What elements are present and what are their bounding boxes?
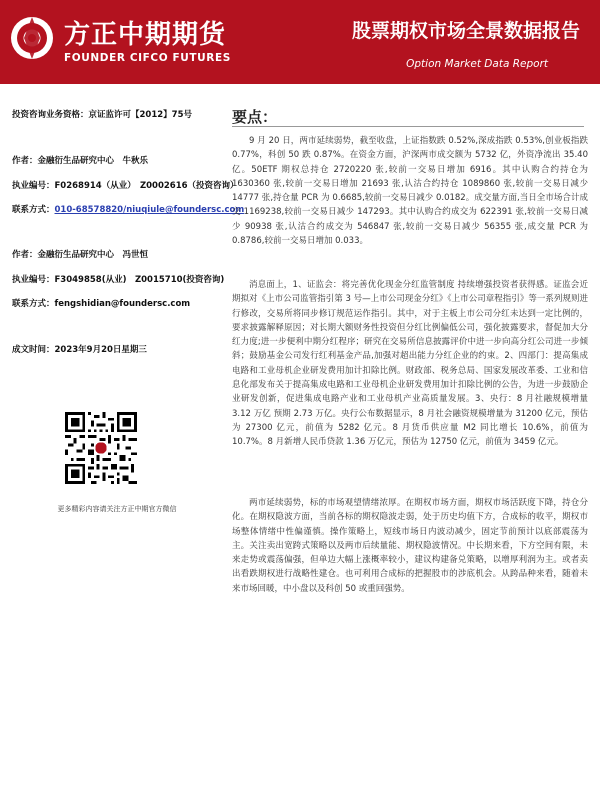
author2-contact: 联系方式：fengshidian@foundersc.com — [12, 299, 191, 309]
summary-paragraph-strategy: 两市延续弱势，标的市场观望情绪浓厚。在期权市场方面，期权市场活跃度下降，持仓分化。在期权隐波方面，当前各标的期权隐波走弱，处于历史均值下方，合成标的收平，期权市场整体情绪中性偏谨慎。操作策略上，短线市场日内波动减少，固定节前预计以底部震荡为主。关注卖出宽跨式策略以及两市后续量能、期权隐波情况。中长期来看，下方空间有限，未来走势或震荡偏强，但单边大幅上涨概率较小，建议构建备兑策略，以增厚利润为主。或者卖出看跌期权进行战略性建仓。也可利用合成标的把握股市的涉底机会。从跨品种来看，随着未来市场回暖，中小盘以及科创 50 或重回强势。 — [232, 498, 588, 594]
report-date: 成文时间：2023年9月20日星期三 — [12, 345, 147, 355]
author1-contact — [12, 203, 244, 215]
author1-license: 执业编号：F0268914（从业） Z0002616（投资咨询） — [12, 181, 239, 191]
author1-name: 作者：金融衍生品研究中心 牛秋乐 — [12, 156, 149, 166]
heading-divider — [232, 126, 584, 127]
report-subtitle: Option Market Data Report — [406, 58, 548, 70]
summary-paragraph-news: 消息面上，1、证监会：将完善优化现金分红监管制度 持续增强投资者获得感。证监会近期拟对《上市公司监管指引第 3 号—上市公司现金分红》《上市公司章程指引》等一系列规则进行修改，交易所将同步修订规范运作指引。其中，对于主板上市公司分红未达到一定比例的，要求披露解释原因；对长期大额财务性投资但分红比例偏低公司，强化披露要求，督促加大分红力度;进一步便利中期分红程序；研究在交易所信息披露评价中进一步向高分红公司进一步倾斜；鼓励基金公司发行红利基金产品,加强对超出能力分红企业的约束。2、四部门：提高集成电路和工业母机企业研发费用加计扣除比例。财政部、税务总局、国家发展改革委、工业和信息化部发布关于提高集成电路和工业母机企业研发费用加计扣除比例的公告，为进一步鼓励企业研发创新，促进集成电路产业和工业母机产业高质量发展。3、央行：8 月社融规模增量 3.12 万亿 预期 2.73 万亿。央行公布数据显示，8 月社会融资规模增量为 31200 亿元，预估为 27300 亿元，前值为 5282 亿元。8 月货币供应量 M2 同比增长 10.6%，前值为 10.7%。8 月新增人民币贷款 1.36 万亿元，预估为 12750 亿元，前值为 3459 亿元。 — [232, 280, 588, 448]
logo-english-name: FOUNDER CIFCO FUTURES — [64, 52, 231, 64]
author2-name: 作者：金融衍生品研究中心 冯世恒 — [12, 250, 149, 260]
author1-contact-label: 联系方式： — [12, 205, 55, 215]
report-header — [0, 0, 600, 84]
summary-paragraph-market: 9 月 20 日，两市延续弱势，截至收盘，上证指数跌 0.52%,深成指跌 0.53%,创业板指跌 0.77%，科创 50 跌 0.87%。在资金方面，沪深两市成交额为 5732 亿，外资净流出 35.40 亿。50ETF 期权总持仓 2720220 张,较前一交易日增加 6916。其中认购合约持仓为 1630360 张,较前一交易日增加 21693 张,认沽合约持仓 1089860 张,较前一交易日减少 14777 张,持仓量 PCR 为 0.6685,较前一交易日减少 0.0182。成交量方面,当日全市场合计成交 1169238,较前一交易日减少 147293。其中认购合约成交为 622391 张,较前一交易日减少 90938 张,认沽合约成交为 546847 张,较前一交易日减少 56355 张,成交量 PCR 为 0.8786,较前一交易日增加 0.033。 — [232, 136, 588, 247]
summary-heading: 要点： — [232, 108, 278, 126]
author2-license: 执业编号：F3049858(从业) Z0015710(投资咨询) — [12, 275, 225, 285]
founder-logo-icon — [10, 16, 54, 60]
qualification-text: 投资咨询业务资格：京证监许可【2012】75号 — [12, 110, 192, 120]
qr-code-icon — [65, 412, 137, 484]
report-title: 股票期权市场全景数据报告 — [351, 20, 580, 42]
qr-caption: 更多精彩内容请关注方正中期官方微信 — [57, 505, 177, 513]
brand-logo — [10, 10, 230, 70]
author1-contact-link[interactable]: 010-68578820/niuqiule@foundersc.com — [54, 205, 245, 215]
logo-chinese-name: 方正中期期货 — [64, 20, 227, 50]
